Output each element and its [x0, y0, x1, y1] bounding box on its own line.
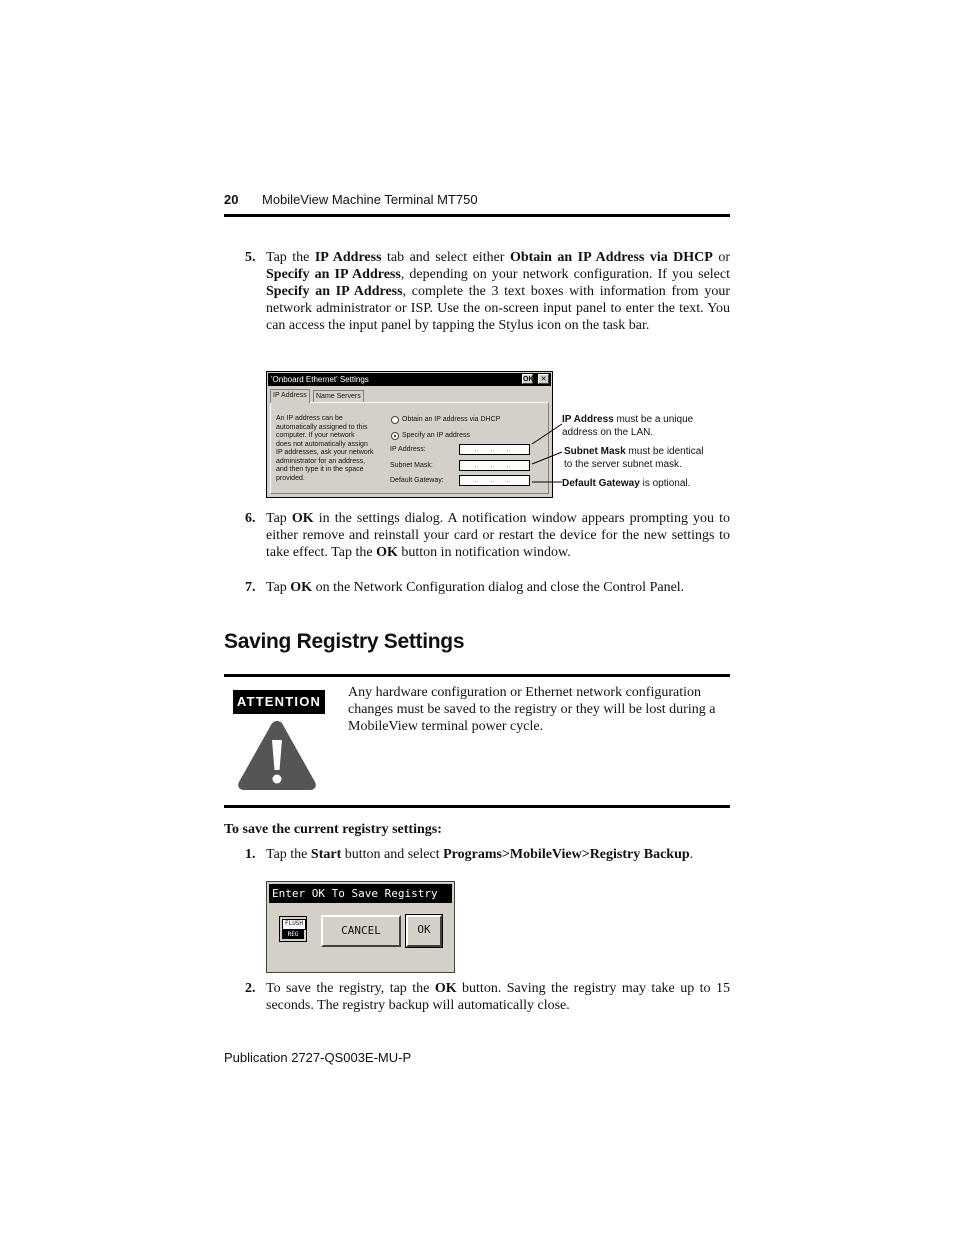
- step-number: 6.: [245, 511, 256, 526]
- step-number: 7.: [245, 580, 256, 595]
- subnet-mask-label: Subnet Mask:: [390, 462, 433, 469]
- ok-button[interactable]: OK: [406, 915, 442, 947]
- step-5: [245, 249, 730, 334]
- tab-panel: [270, 402, 549, 494]
- tab-ip-address[interactable]: IP Address: [270, 389, 310, 403]
- cancel-button[interactable]: CANCEL: [321, 915, 401, 947]
- dialog-title: 'Onboard Ethernet' Settings: [271, 375, 369, 384]
- save-registry-dialog: [266, 881, 455, 973]
- callout-ip-address: IP Address must be a unique address on the LAN.: [562, 414, 694, 438]
- step-number: 2.: [245, 981, 256, 996]
- warning-triangle-icon: [236, 718, 318, 792]
- publication-footer: Publication 2727-QS003E-MU-P: [224, 1050, 412, 1065]
- step-number: 1.: [245, 847, 256, 862]
- radio-dhcp-label: Obtain an IP address via DHCP: [402, 416, 501, 423]
- icon-reg-text: REG: [282, 930, 304, 939]
- page-number: 20: [224, 192, 239, 207]
- default-gateway-label: Default Gateway:: [390, 477, 444, 484]
- attention-badge: ATTENTION: [233, 690, 325, 714]
- callout-default-gateway: Default Gateway is optional.: [562, 478, 691, 489]
- step-2: [245, 980, 730, 1014]
- close-icon[interactable]: ✕: [538, 374, 549, 384]
- step-text: Tap OK on the Network Configuration dialog and close the Control Panel.: [266, 580, 685, 595]
- default-gateway-field[interactable]: . . .: [459, 475, 530, 486]
- ip-address-label: IP Address:: [390, 446, 426, 453]
- running-header-title: MobileView Machine Terminal MT750: [262, 192, 478, 207]
- step-text: To save the registry, tap the OK button. Saving the registry may take up to 15 seconds. The registry backup will automatically close.: [266, 981, 730, 1013]
- section-heading: Saving Registry Settings: [224, 630, 465, 653]
- step-text: Tap the Start button and select Programs>MobileView>Registry Backup.: [266, 847, 694, 862]
- step-6: [245, 510, 730, 561]
- radio-specify-label: Specify an IP address: [402, 432, 470, 439]
- step-1: [245, 846, 730, 863]
- dialog-titlebar: [268, 373, 551, 386]
- tab-name-servers[interactable]: Name Servers: [313, 390, 364, 403]
- step-number: 5.: [245, 250, 256, 265]
- attention-bottom-rule: [224, 805, 730, 808]
- callout-subnet-mask: Subnet Mask must be identical to the server subnet mask.: [564, 446, 704, 470]
- procedure-subhead: To save the current registry settings:: [224, 822, 442, 837]
- dialog-title: Enter OK To Save Registry: [269, 884, 452, 903]
- ip-address-field[interactable]: . . .: [459, 444, 530, 455]
- step-text: Tap OK in the settings dialog. A notification window appears prompting you to either remove and reinstall your card or restart the device for the new settings to take effect. Tap the OK button in notification window.: [266, 511, 730, 560]
- subnet-mask-field[interactable]: . . .: [459, 460, 530, 471]
- icon-flush-text: FLUSH: [282, 919, 306, 930]
- attention-top-rule: [224, 674, 730, 677]
- radio-dhcp[interactable]: [391, 416, 399, 424]
- ethernet-settings-dialog: [266, 371, 553, 498]
- header-rule: [224, 214, 730, 217]
- attention-text: Any hardware configuration or Ethernet network configuration changes must be saved to the registry or they will be lost during a MobileView terminal power cycle.: [348, 685, 716, 734]
- flush-registry-icon: [279, 916, 307, 942]
- radio-specify[interactable]: [391, 432, 399, 440]
- ok-button[interactable]: OK: [523, 376, 534, 383]
- leader-subnet: [532, 452, 562, 464]
- leader-ip: [532, 424, 562, 444]
- step-7: [245, 579, 730, 596]
- ip-description: An IP address can be automatically assigned to this computer. If your network does not automatically assign IP addresses, ask your network administrator for an address, and then type it in the space provided.: [276, 415, 374, 482]
- step-text: Tap the IP Address tab and select either Obtain an IP Address via DHCP or Specify an IP Address, depending on your network configuration. If you select Specify an IP Address, complete the 3 text boxes with information from your network administrator or ISP. Use the on-screen input panel to enter the text. You can access the input panel by tapping the Stylus icon on the task bar.: [266, 250, 731, 333]
